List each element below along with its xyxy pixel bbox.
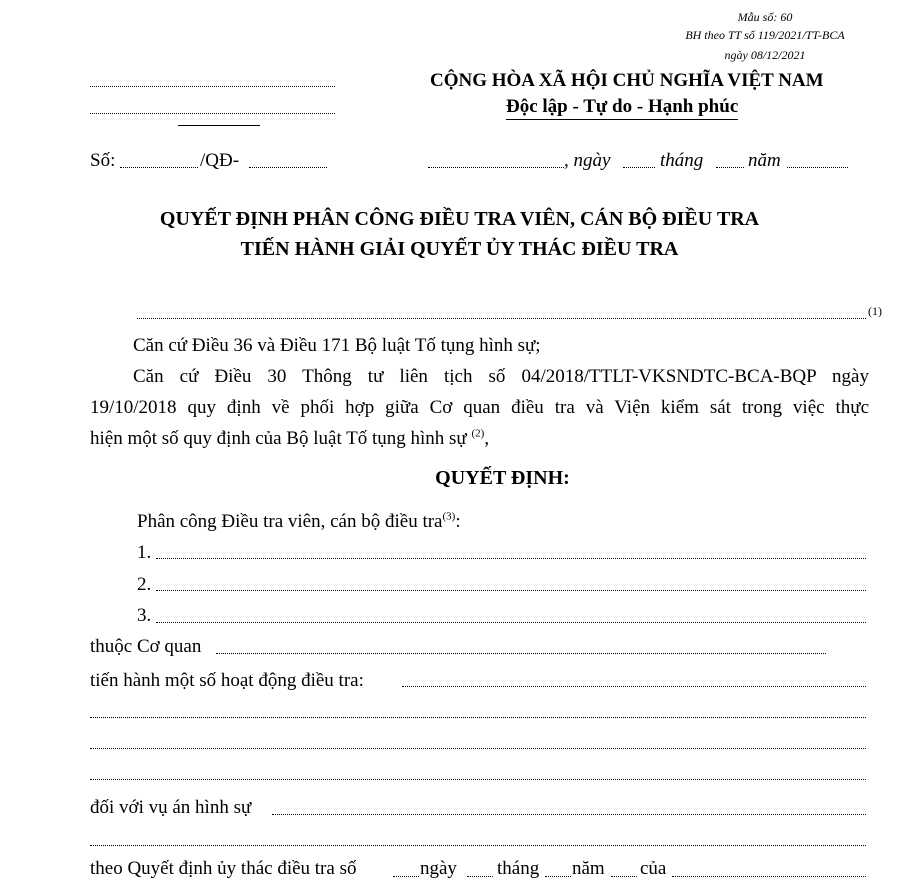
agency-name-line (90, 113, 335, 114)
case-field (272, 814, 866, 815)
issuer-field (137, 318, 866, 319)
decision-ref-month-label: tháng (497, 858, 540, 879)
basis-p2-line1-text: Căn cứ Điều 30 Thông tư liên tịch số 04/2018/TTLT-VKSNDTC-BCA-BQP ngày (133, 366, 869, 387)
activities-field-1 (402, 686, 866, 687)
decision-heading: QUYẾT ĐỊNH: (435, 467, 570, 489)
assignment-intro-end: : (455, 511, 461, 532)
ref-qd-label: /QĐ- (200, 150, 240, 171)
case-field-2 (90, 845, 866, 846)
activities-field-4 (90, 779, 866, 780)
assignment-intro-text: Phân công Điều tra viên, cán bộ điều tra (137, 511, 443, 532)
ref-place-field (428, 167, 564, 168)
decision-ref-of-label: của (640, 858, 667, 879)
ref-number-field (120, 167, 198, 168)
decision-ref-day-field (467, 876, 493, 877)
assignee-3-label: 3. (137, 605, 152, 626)
form-issued-by: BH theo TT số 119/2021/TT-BCA (685, 28, 845, 42)
activities-field-2 (90, 717, 866, 718)
note-3: (3) (442, 510, 456, 523)
document-title-line2: TIẾN HÀNH GIẢI QUYẾT ỦY THÁC ĐIỀU TRA (240, 238, 679, 260)
activities-label: tiến hành một số hoạt động điều tra: (90, 670, 364, 691)
agency-underline (178, 125, 260, 126)
decision-ref-number-field (393, 876, 419, 877)
ref-day-field (623, 167, 655, 168)
assignee-2-label: 2. (137, 574, 152, 595)
document-title-line1: QUYẾT ĐỊNH PHÂN CÔNG ĐIỀU TRA VIÊN, CÁN BỘ ĐIỀU TRA (159, 208, 760, 230)
basis-p2-end: , (484, 428, 490, 449)
agency-superior-line (90, 86, 335, 87)
assignee-2-field (156, 590, 866, 591)
form-issue-date: ngày 08/12/2021 (724, 48, 806, 62)
decision-ref-day-label: ngày (420, 858, 457, 879)
basis-paragraph-2-line3 (90, 428, 489, 450)
basis-paragraph-2-line1 (133, 366, 869, 388)
national-name: CỘNG HÒA XÃ HỘI CHỦ NGHĨA VIỆT NAM (430, 70, 824, 91)
ref-month-label: tháng (660, 150, 704, 171)
assignment-intro (137, 511, 461, 533)
ref-year-label: năm (748, 150, 781, 171)
activities-field-3 (90, 748, 866, 749)
decision-ref-prefix: theo Quyết định ủy thác điều tra số (90, 858, 357, 879)
ref-day-label: , ngày (564, 150, 611, 171)
assignee-1-label: 1. (137, 542, 152, 563)
decision-ref-year-field (611, 876, 637, 877)
basis-p2-line3-text: hiện một số quy định của Bộ luật Tố tụng hình sự (90, 428, 467, 449)
agency-field (216, 653, 826, 654)
ref-month-field (716, 167, 744, 168)
decision-ref-month-field (545, 876, 571, 877)
basis-paragraph-1: Căn cứ Điều 36 và Điều 171 Bộ luật Tố tụng hình sự; (133, 335, 541, 356)
ref-so-label: Số: (90, 150, 116, 171)
assignee-3-field (156, 622, 866, 623)
case-label: đối với vụ án hình sự (90, 797, 252, 818)
basis-paragraph-2-line2 (90, 397, 869, 419)
ref-agency-code-field (249, 167, 327, 168)
national-motto: Độc lập - Tự do - Hạnh phúc (506, 96, 738, 120)
decision-ref-year-label: năm (572, 858, 605, 879)
ref-year-field (787, 167, 848, 168)
basis-p2-line2-text: 19/10/2018 quy định về phối hợp giữa Cơ quan điều tra và Viện kiểm sát trong việc thực (90, 397, 869, 418)
assignee-1-field (156, 558, 866, 559)
agency-label: thuộc Cơ quan (90, 636, 202, 657)
note-2: (2) (471, 427, 485, 440)
form-number: Mẫu số: 60 (737, 10, 793, 24)
note-1: (1) (868, 304, 882, 318)
decision-ref-agency-field (672, 876, 866, 877)
